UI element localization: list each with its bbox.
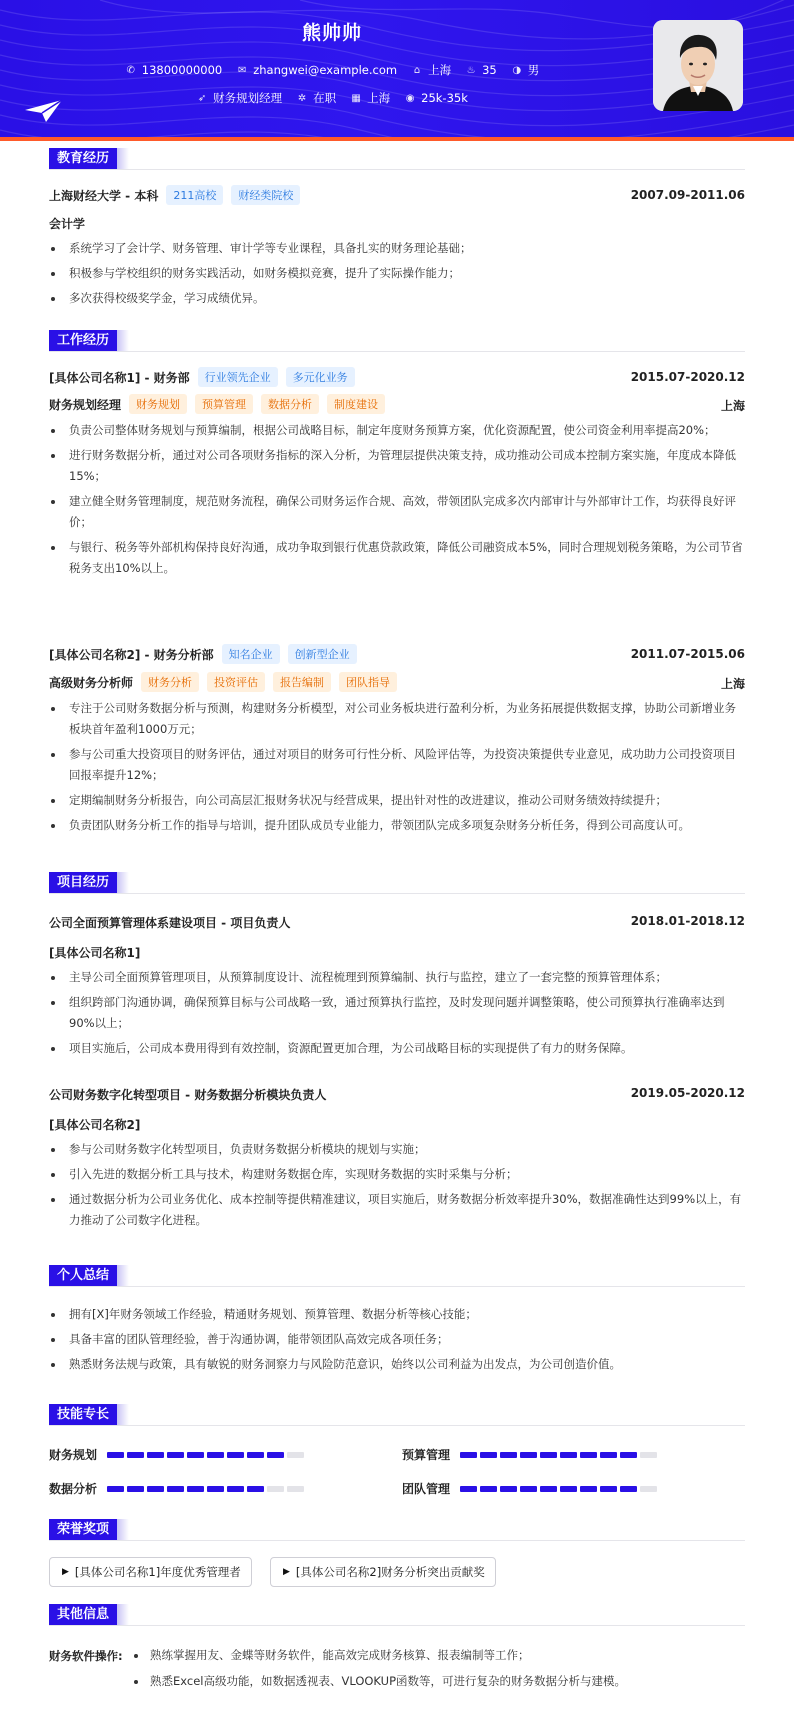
list-item: 积极参与学校组织的财务实践活动，如财务模拟竞赛，提升了实际操作能力； <box>49 263 745 284</box>
list-item: 熟悉Excel高级功能，如数据透视表、VLOOKUP函数等，可进行复杂的财务数据分析与建模。 <box>130 1671 750 1692</box>
skill-level-segment-filled <box>520 1452 537 1458</box>
skill-name: 财务规划 <box>49 1448 98 1462</box>
job-company: [具体公司名称1] - 财务部 <box>49 370 190 385</box>
skill-level-segment-filled <box>267 1452 284 1458</box>
city-item <box>411 62 451 78</box>
skill-level-segment-filled <box>207 1452 224 1458</box>
profile-photo <box>653 20 743 111</box>
status-text: 在职 <box>313 91 337 105</box>
mail-icon: ✉ <box>238 64 247 76</box>
list-item: 主导公司全面预算管理项目，从预算制度设计、流程梳理到预算编制、执行与监控，建立了一套完整的预算管理体系； <box>49 967 745 988</box>
building-icon: ▦ <box>351 92 361 104</box>
section-title-summary: 个人总结 <box>49 1265 117 1287</box>
skill-row <box>402 1446 657 1463</box>
other-label: 财务软件操作: <box>49 1649 123 1663</box>
salary-text: 25k-35k <box>421 91 468 105</box>
skill-tag: 数据分析 <box>261 394 319 414</box>
other-bullets <box>130 1645 750 1697</box>
list-item: 定期编制财务分析报告，向公司高层汇报财务状况与经营成果，提出针对性的改进建议，推动公司财务绩效持续提升； <box>49 790 745 811</box>
job-city: 上海 <box>720 399 745 413</box>
project-company: [具体公司名称1] <box>49 946 141 960</box>
job-company-row <box>49 367 355 387</box>
list-item: 具备丰富的团队管理经验，善于沟通协调，能带领团队高效完成各项任务； <box>49 1329 745 1350</box>
skill-tag: 团队指导 <box>339 672 397 692</box>
award-card <box>49 1557 252 1587</box>
skill-tag: 制度建设 <box>327 394 385 414</box>
skill-tag: 预算管理 <box>195 394 253 414</box>
education-date: 2007.09-2011.06 <box>630 188 745 202</box>
skill-level-segment-filled <box>247 1486 264 1492</box>
skill-level-segment-filled <box>460 1486 477 1492</box>
cake-icon: ♨ <box>466 64 476 76</box>
section-divider <box>49 893 745 894</box>
job-city: 上海 <box>720 677 745 691</box>
job-role: 高级财务分析师 <box>49 675 134 690</box>
skill-level-segment-filled <box>207 1486 224 1492</box>
education-school-row <box>49 185 300 205</box>
play-icon: ▶ <box>283 1567 290 1577</box>
job-role: 财务规划经理 <box>49 397 122 412</box>
skill-level-segment-filled <box>620 1452 637 1458</box>
skill-tag: 财务分析 <box>141 672 199 692</box>
section-divider <box>49 1540 745 1541</box>
skill-level-segment-empty <box>287 1452 304 1458</box>
skill-level-segment-filled <box>187 1486 204 1492</box>
job-bullets <box>49 698 745 840</box>
list-item: 引入先进的数据分析工具与技术，构建财务数据仓库，实现财务数据的实时采集与分析； <box>49 1164 745 1185</box>
skill-row <box>49 1480 304 1497</box>
gender-item <box>511 62 540 78</box>
job-date: 2011.07-2015.06 <box>630 647 745 661</box>
skill-level-segment-filled <box>167 1452 184 1458</box>
summary-bullets <box>49 1304 745 1379</box>
job-company: [具体公司名称2] - 财务分析部 <box>49 647 214 662</box>
school-tag: 财经类院校 <box>231 185 300 205</box>
list-item: 建立健全财务管理制度，规范财务流程，确保公司财务运作合规、高效，带领团队完成多次内部审计与外部审计工作，均获得良好评价； <box>49 491 745 533</box>
list-item: 组织跨部门沟通协调，确保预算目标与公司战略一致，通过预算执行监控，及时发现问题并调整策略，使公司预算执行准确率达到90%以上； <box>49 992 745 1034</box>
award-text: [具体公司名称2]财务分析突出贡献奖 <box>295 1565 485 1579</box>
skill-level-segment-filled <box>580 1452 597 1458</box>
skill-level-segment-filled <box>480 1452 497 1458</box>
skill-level-segment-filled <box>227 1486 244 1492</box>
skill-level-bar <box>460 1486 657 1492</box>
award-card <box>270 1557 496 1587</box>
skill-level-segment-empty <box>640 1486 657 1492</box>
skill-level-segment-filled <box>560 1486 577 1492</box>
send-icon: ➶ <box>197 92 207 104</box>
project-bullets <box>49 1139 745 1235</box>
skill-level-bar <box>107 1452 304 1458</box>
list-item: 通过数据分析为公司业务优化、成本控制等提供精准建议，项目实施后，财务数据分析效率提升30%，数据准确性达到99%以上，有力推动了公司数字化进程。 <box>49 1189 745 1231</box>
skill-name: 预算管理 <box>402 1448 451 1462</box>
candidate-name: 熊帅帅 <box>301 22 362 44</box>
skill-level-segment-filled <box>580 1486 597 1492</box>
skill-level-segment-filled <box>500 1452 517 1458</box>
job-role-row <box>49 672 397 692</box>
skill-level-segment-filled <box>127 1452 144 1458</box>
skill-level-bar <box>460 1452 657 1458</box>
company-tag: 行业领先企业 <box>198 367 278 387</box>
job-date: 2015.07-2020.12 <box>630 370 745 384</box>
project-date: 2018.01-2018.12 <box>630 914 745 928</box>
skill-level-segment-filled <box>107 1486 124 1492</box>
section-divider <box>49 1625 745 1626</box>
list-item: 负责团队财务分析工作的指导与培训，提升团队成员专业能力，带领团队完成多项复杂财务分析任务，得到公司高度认可。 <box>49 815 745 836</box>
gender-icon: ◑ <box>512 64 522 76</box>
phone-text: 13800000000 <box>141 63 223 77</box>
list-item: 参与公司财务数字化转型项目，负责财务数据分析模块的规划与实施； <box>49 1139 745 1160</box>
job-role-row <box>49 394 385 414</box>
skill-row <box>402 1480 657 1497</box>
skill-tag: 报告编制 <box>273 672 331 692</box>
money-icon: ◉ <box>405 92 415 104</box>
skill-level-bar <box>107 1486 304 1492</box>
project-company: [具体公司名称2] <box>49 1118 141 1132</box>
header-accent-stripe <box>0 137 794 141</box>
job-company-row <box>49 644 357 664</box>
section-title-awards: 荣誉奖项 <box>49 1519 117 1541</box>
skill-level-segment-filled <box>227 1452 244 1458</box>
resume-header <box>0 0 794 137</box>
skill-name: 团队管理 <box>402 1482 451 1496</box>
project-date: 2019.05-2020.12 <box>630 1086 745 1100</box>
position-item <box>196 90 282 106</box>
skill-level-segment-filled <box>147 1452 164 1458</box>
section-title-work: 工作经历 <box>49 330 117 352</box>
skill-level-segment-empty <box>267 1486 284 1492</box>
skill-tag: 投资评估 <box>207 672 265 692</box>
education-major: 会计学 <box>49 217 86 231</box>
company-tag: 创新型企业 <box>288 644 357 664</box>
section-title-education: 教育经历 <box>49 148 117 170</box>
skill-level-segment-filled <box>600 1486 617 1492</box>
status-item <box>296 90 336 106</box>
skill-level-segment-filled <box>600 1452 617 1458</box>
skill-level-segment-filled <box>500 1486 517 1492</box>
section-divider <box>49 169 745 170</box>
section-title-projects: 项目经历 <box>49 872 117 894</box>
position-text: 财务规划经理 <box>213 91 283 105</box>
skill-level-segment-filled <box>460 1452 477 1458</box>
phone-item <box>125 63 222 77</box>
phone-icon: ✆ <box>126 64 135 76</box>
section-divider <box>49 1425 745 1426</box>
list-item: 与银行、税务等外部机构保持良好沟通，成功争取到银行优惠贷款政策，降低公司融资成本5%，同时合理规划税务策略，为公司节省税务支出10%以上。 <box>49 537 745 579</box>
job-bullets <box>49 420 745 583</box>
skill-level-segment-filled <box>620 1486 637 1492</box>
status-icon: ✲ <box>297 92 307 104</box>
skill-level-segment-filled <box>167 1486 184 1492</box>
project-name: 公司全面预算管理体系建设项目 - 项目负责人 <box>49 916 291 930</box>
home-icon: ⌂ <box>413 64 421 76</box>
skill-level-segment-filled <box>520 1486 537 1492</box>
section-title-other: 其他信息 <box>49 1604 117 1626</box>
skill-level-segment-filled <box>187 1452 204 1458</box>
company-tag: 知名企业 <box>222 644 280 664</box>
avatar-portrait <box>653 20 743 111</box>
contact-row <box>0 62 664 78</box>
list-item: 参与公司重大投资项目的财务评估，通过对项目的财务可行性分析、风险评估等，为投资决策提供专业意见，成功助力公司投资项目回报率提升12%； <box>49 744 745 786</box>
section-title-skills: 技能专长 <box>49 1404 117 1426</box>
skill-level-segment-filled <box>560 1452 577 1458</box>
company-tag: 多元化业务 <box>286 367 355 387</box>
project-bullets <box>49 967 745 1063</box>
list-item: 拥有[X]年财务领域工作经验，精通财务规划、预算管理、数据分析等核心技能； <box>49 1304 745 1325</box>
age-item <box>465 63 497 77</box>
list-item: 熟练掌握用友、金蝶等财务软件，能高效完成财务核算、报表编制等工作； <box>130 1645 750 1666</box>
age-text: 35 <box>482 63 497 77</box>
skill-level-segment-filled <box>540 1452 557 1458</box>
skill-level-segment-filled <box>147 1486 164 1492</box>
education-bullets <box>49 238 745 313</box>
skill-level-segment-filled <box>540 1486 557 1492</box>
school-name: 上海财经大学 - 本科 <box>49 188 159 203</box>
skill-row <box>49 1446 304 1463</box>
list-item: 进行财务数据分析，通过对公司各项财务指标的深入分析，为管理层提供决策支持，成功推动公司成本控制方案实施，年度成本降低15%； <box>49 445 745 487</box>
skill-level-segment-filled <box>480 1486 497 1492</box>
target-city-item <box>350 90 390 106</box>
list-item: 专注于公司财务数据分析与预测，构建财务分析模型，对公司业务板块进行盈利分析，为业务拓展提供数据支撑，协助公司新增业务板块首年盈利1000万元； <box>49 698 745 740</box>
section-divider <box>49 351 745 352</box>
skill-level-segment-filled <box>107 1452 124 1458</box>
job-intent-row <box>0 90 664 106</box>
skill-name: 数据分析 <box>49 1482 98 1496</box>
school-tag: 211高校 <box>166 185 223 205</box>
award-text: [具体公司名称1]年度优秀管理者 <box>74 1565 241 1579</box>
list-item: 熟悉财务法规与政策，具有敏锐的财务洞察力与风险防范意识，始终以公司利益为出发点，为公司创造价值。 <box>49 1354 745 1375</box>
skill-level-segment-filled <box>127 1486 144 1492</box>
paper-plane-icon <box>24 98 64 124</box>
skill-level-segment-empty <box>287 1486 304 1492</box>
project-name: 公司财务数字化转型项目 - 财务数据分析模块负责人 <box>49 1088 327 1102</box>
list-item: 项目实施后，公司成本费用得到有效控制，资源配置更加合理，为公司战略目标的实现提供了有力的财务保障。 <box>49 1038 745 1059</box>
email-item <box>236 63 397 77</box>
salary-item <box>404 91 468 105</box>
list-item: 负责公司整体财务规划与预算编制，根据公司战略目标，制定年度财务预算方案，优化资源配置，使公司资金利用率提高20%； <box>49 420 745 441</box>
city-text: 上海 <box>428 63 452 77</box>
email-text: zhangwei@example.com <box>253 63 398 77</box>
section-divider <box>49 1286 745 1287</box>
gender-text: 男 <box>527 63 540 77</box>
skill-tag: 财务规划 <box>129 394 187 414</box>
skill-level-segment-empty <box>640 1452 657 1458</box>
play-icon: ▶ <box>62 1567 69 1577</box>
list-item: 多次获得校级奖学金，学习成绩优异。 <box>49 288 745 309</box>
list-item: 系统学习了会计学、财务管理、审计学等专业课程，具备扎实的财务理论基础； <box>49 238 745 259</box>
skill-level-segment-filled <box>247 1452 264 1458</box>
target-city-text: 上海 <box>367 91 391 105</box>
